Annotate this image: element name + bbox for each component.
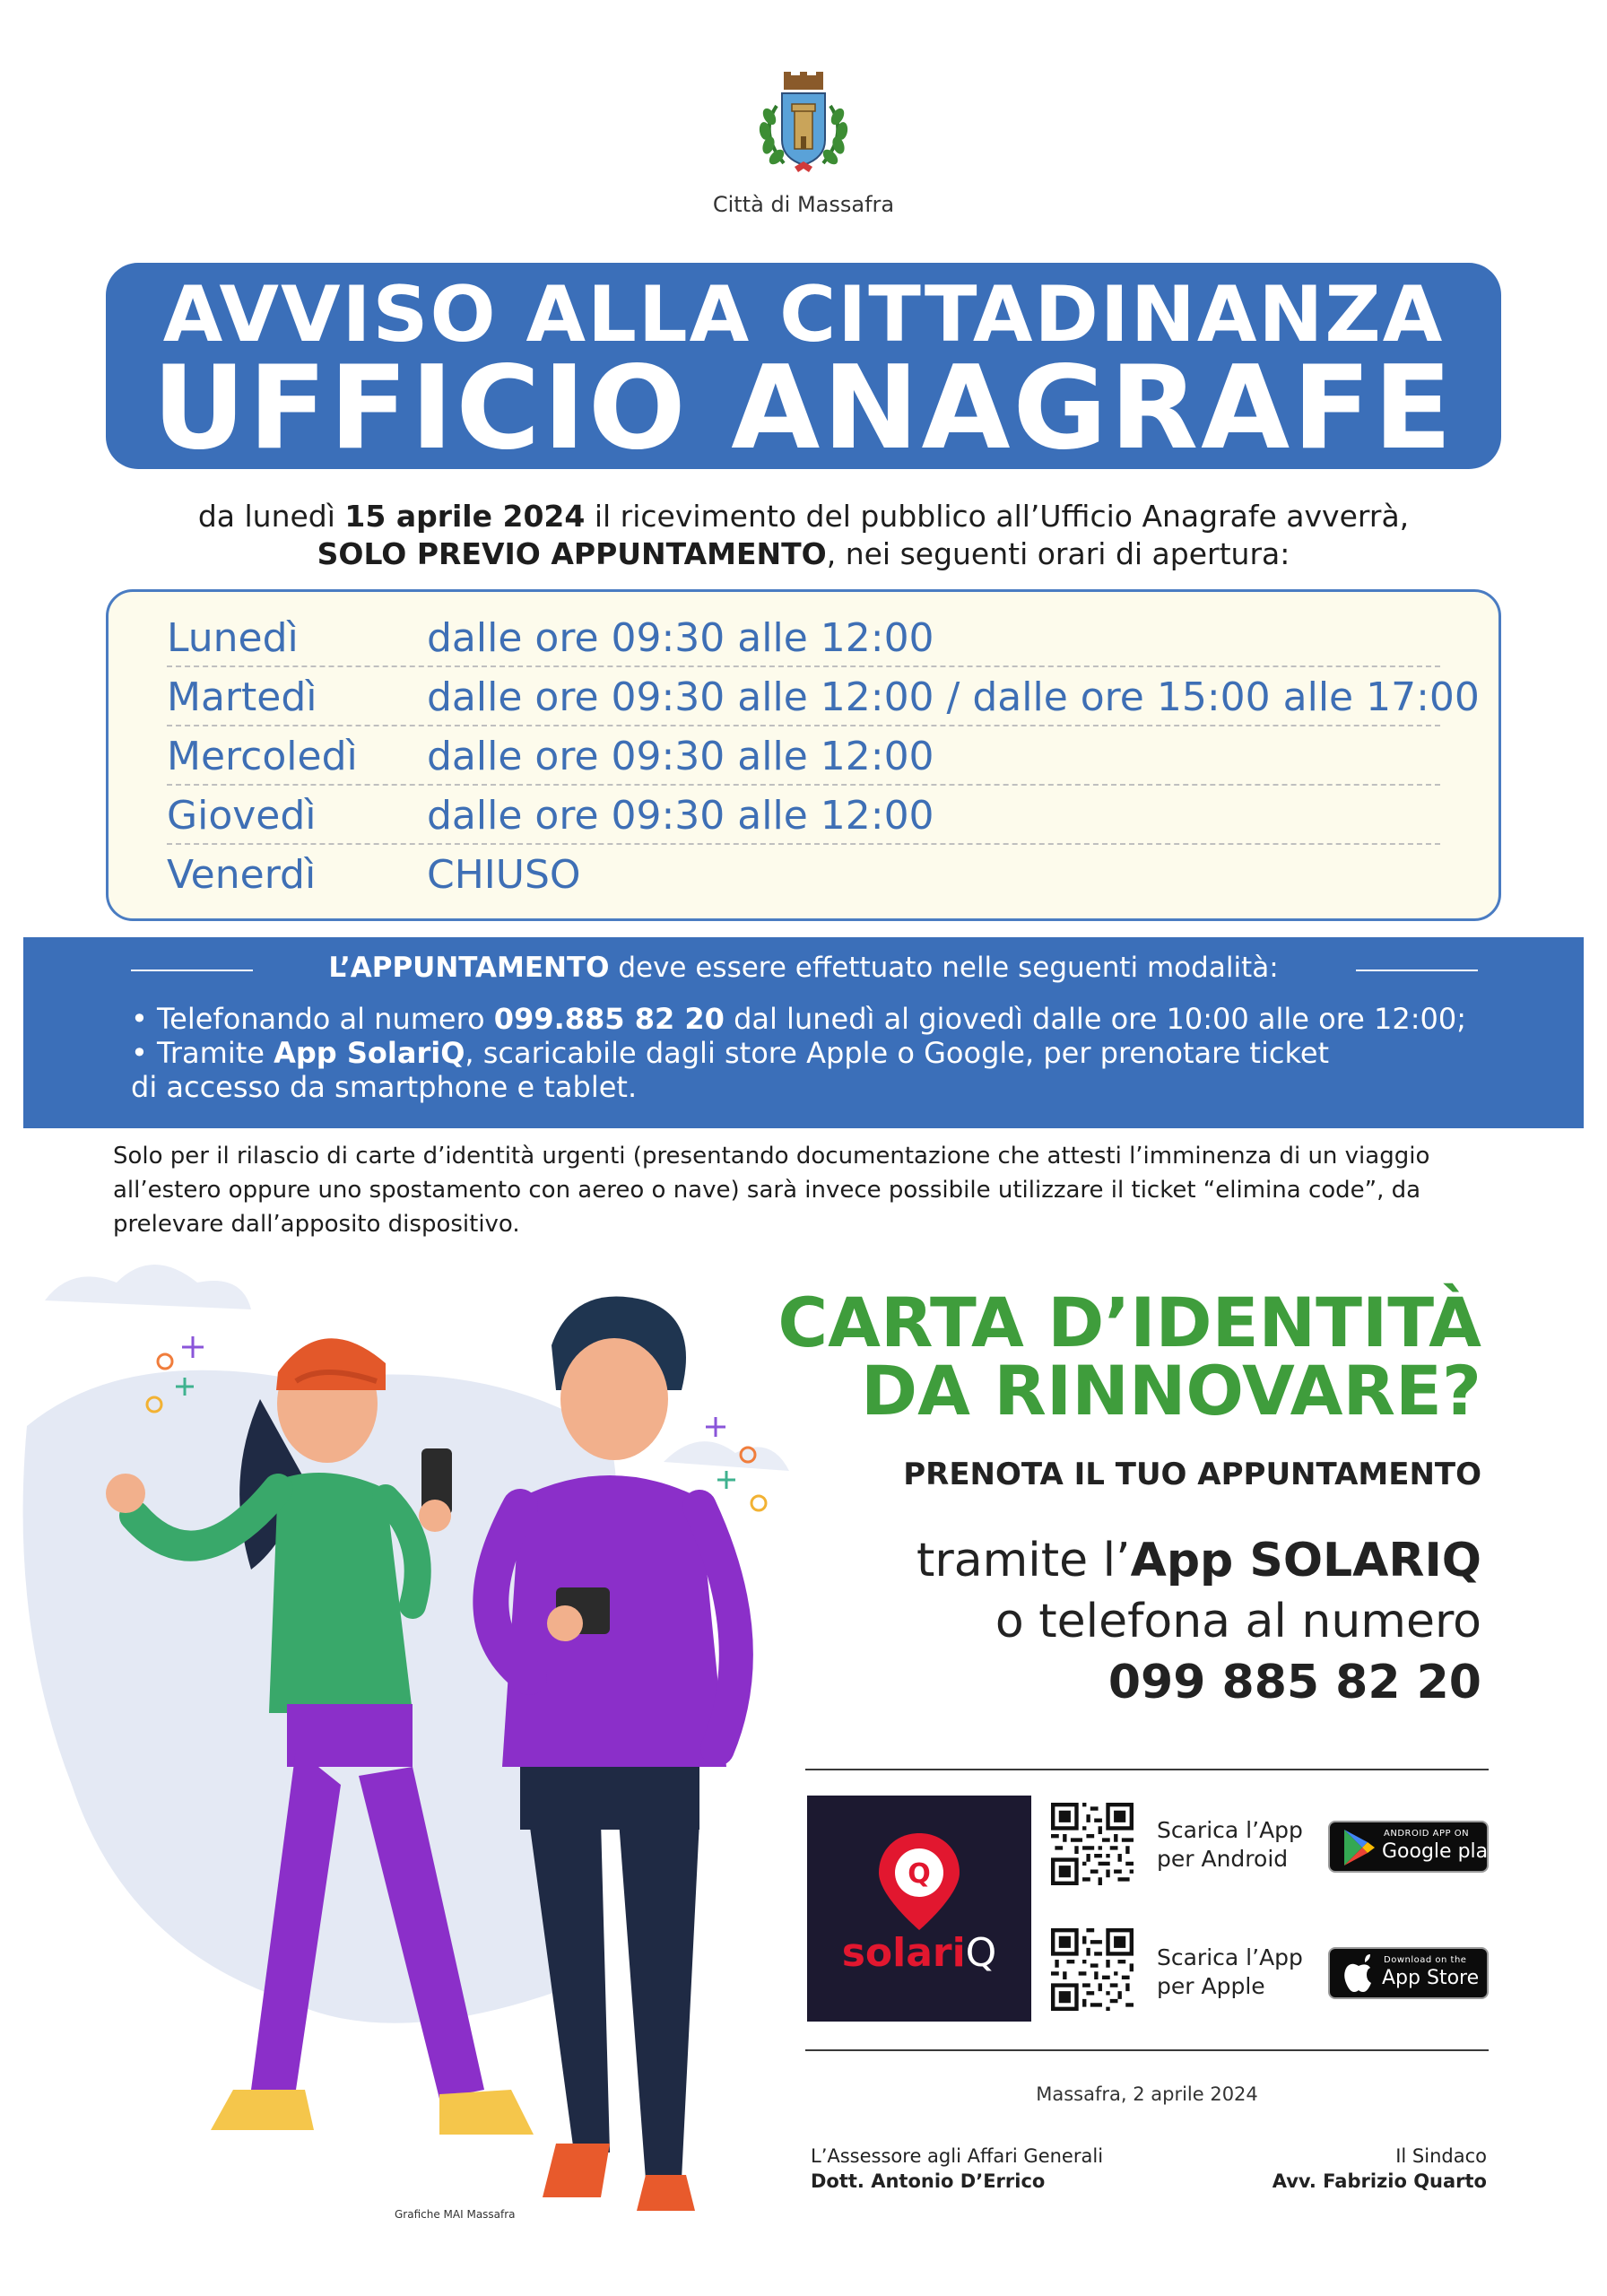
app-name: App SolariQ: [274, 1036, 465, 1070]
assessor-name: Dott. Antonio D’Errico: [811, 2170, 1046, 2192]
schedule-time: dalle ore 09:30 alle 12:00: [427, 615, 934, 661]
android-caption-2: per Android: [1157, 1846, 1289, 1872]
android-caption: Scarica l’App: [1157, 1817, 1303, 1843]
intro-date: 15 aprile 2024: [344, 499, 586, 534]
schedule-row-friday: [167, 845, 1440, 904]
city-name: Città di Massafra: [712, 192, 895, 217]
schedule-time: dalle ore 09:30 alle 12:00: [427, 793, 934, 839]
schedule-day: Giovedì: [167, 793, 317, 839]
apple-caption-2: per Apple: [1157, 1973, 1265, 1999]
mayor-name: Avv. Fabrizio Quarto: [1272, 2170, 1487, 2192]
android-qr-code[interactable]: [1051, 1803, 1134, 1885]
intro-suffix: il ricevimento del pubblico all’Ufficio Anagrafe avverrà,: [585, 499, 1410, 534]
divider: [805, 2049, 1489, 2051]
notice-title: AVVISO ALLA CITTADINANZA: [162, 270, 1445, 360]
wordmark-main: solari: [841, 1930, 966, 1976]
appointment-app-line-2: di accesso da smartphone e tablet.: [131, 1070, 638, 1104]
intro-line2-suffix: , nei seguenti orari di apertura:: [826, 536, 1290, 571]
intro-emphasis: SOLO PREVIO APPUNTAMENTO: [317, 536, 827, 571]
mayor-role: Il Sindaco: [1395, 2145, 1487, 2167]
divider: [805, 1769, 1489, 1770]
appointment-phone-line: [131, 1002, 1466, 1036]
promo-title-line-2: DA RINNOVARE?: [861, 1351, 1481, 1431]
schedule-row-thursday: [167, 786, 1440, 845]
schedule-day: Venerdì: [167, 852, 317, 898]
phone-prefix: • Telefonando al numero: [131, 1002, 494, 1036]
apple-caption: Scarica l’App: [1157, 1944, 1303, 1970]
graphics-credit: Grafiche MAI Massafra: [395, 2208, 516, 2221]
appointment-heading-bold: L’APPUNTAMENTO: [328, 952, 610, 984]
intro-line-2: [0, 536, 1607, 571]
urgent-id-note: Solo per il rilascio di carte d’identità urgenti (presentando documentazione che attesti l’imminenza di un viaggio all’estero oppure uno spostamento con aereo o nave) sarà invece possibile utilizzare il ticket “elimina code”, da prelevare dall’apposito dispositivo.: [113, 1143, 1430, 1238]
schedule-row-wednesday: [167, 726, 1440, 786]
solariq-wordmark: [807, 1930, 1031, 1976]
appointment-heading: [23, 952, 1584, 984]
appointment-info-band: [23, 937, 1584, 1128]
apple-badge-big: App Store: [1382, 1967, 1480, 1989]
schedule-day: Martedì: [167, 674, 317, 720]
schedule-row-monday: [167, 608, 1440, 667]
promo-subtitle: PRENOTA IL TUO APPUNTAMENTO: [903, 1457, 1481, 1492]
schedule-time: dalle ore 09:30 alle 12:00 / dalle ore 15:00 alle 17:00: [427, 674, 1480, 720]
google-play-badge[interactable]: [1328, 1821, 1500, 1873]
opening-hours-table: [106, 589, 1501, 921]
appointment-app-line: [131, 1036, 1329, 1070]
apple-qr-code[interactable]: [1051, 1928, 1134, 2011]
schedule-row-tuesday: [167, 667, 1480, 726]
promo-phone-number[interactable]: 099 885 82 20: [1108, 1656, 1481, 1709]
google-badge-small: ANDROID APP ON: [1384, 1829, 1470, 1839]
assessor-role: L’Assessore agli Affari Generali: [811, 2145, 1104, 2167]
phone-suffix: dal lunedì al giovedì dalle ore 10:00 alle ore 12:00;: [724, 1002, 1466, 1036]
solariq-app-logo[interactable]: [807, 1796, 1031, 2022]
apple-badge-small: Download on the: [1384, 1955, 1467, 1965]
phone-number[interactable]: 099.885 82 20: [493, 1002, 725, 1036]
schedule-time: CHIUSO: [427, 852, 581, 898]
promo-title-line-1: CARTA D’IDENTITÀ: [777, 1283, 1481, 1362]
appointment-heading-rest: deve essere effettuato nelle seguenti modalità:: [609, 952, 1279, 984]
app-suffix: , scaricabile dagli store Apple o Google, per prenotare ticket: [465, 1036, 1330, 1070]
app-prefix: • Tramite: [131, 1036, 274, 1070]
intro-prefix: da lunedì: [197, 499, 345, 534]
app-store-badge[interactable]: [1328, 1947, 1489, 1999]
promo-phone-line: o telefona al numero: [995, 1595, 1481, 1648]
issue-date: Massafra, 2 aprile 2024: [1036, 2083, 1258, 2105]
promo-app-line: [916, 1534, 1481, 1587]
map-pin-letter: Q: [908, 1858, 931, 1890]
apple-icon: [1342, 1954, 1375, 1994]
town-crest-icon: [750, 70, 857, 178]
google-badge-big: Google play: [1382, 1840, 1500, 1863]
map-pin-icon: [807, 1796, 1031, 1930]
intro-line-1: [0, 499, 1607, 534]
schedule-day: Mercoledì: [167, 734, 358, 779]
title-banner: [106, 263, 1501, 475]
office-title: UFFICIO ANAGRAFE: [152, 342, 1455, 475]
google-play-icon: [1341, 1828, 1377, 1867]
schedule-day: Lunedì: [167, 615, 299, 661]
promo-app-prefix: tramite l’: [916, 1534, 1131, 1587]
people-with-smartphones-illustration: [18, 1247, 825, 2215]
wordmark-q: Q: [965, 1930, 997, 1976]
promo-app-name: App SOLARIQ: [1130, 1534, 1481, 1587]
schedule-time: dalle ore 09:30 alle 12:00: [427, 734, 934, 779]
